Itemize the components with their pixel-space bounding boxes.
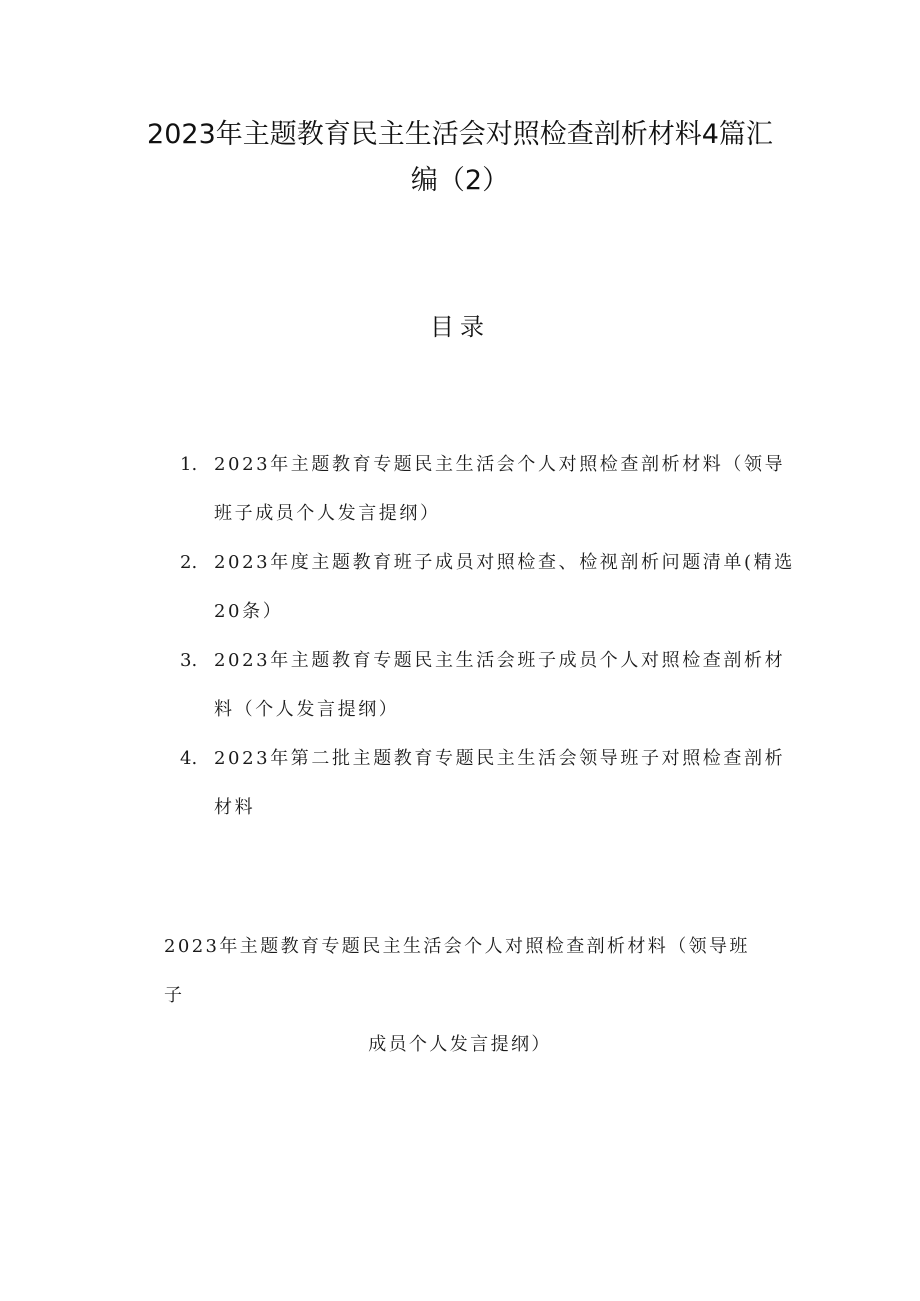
toc-item-number: 4.: [180, 748, 198, 769]
toc-item-text: 2023年度主题教育班子成员对照检查、检视剖析问题清单(精选20条）: [214, 552, 795, 622]
toc-item-3[interactable]: [180, 636, 795, 734]
toc-item-4[interactable]: [180, 734, 795, 832]
section-title-line-2: 成员个人发言提纲）: [368, 1034, 552, 1055]
toc-item-text: 2023年第二批主题教育专题民主生活会领导班子对照检查剖析材料: [214, 748, 786, 818]
toc-item-text: 2023年主题教育专题民主生活会班子成员个人对照检查剖析材料（个人发言提纲）: [214, 650, 786, 720]
section-title: [150, 922, 770, 1069]
document-title-line-2: 编（2）: [410, 165, 510, 196]
section-title-line-1: 2023年主题教育专题民主生活会个人对照检查剖析材料（领导班子: [164, 936, 750, 1006]
table-of-contents: [180, 440, 795, 832]
toc-item-1[interactable]: [180, 440, 795, 538]
toc-item-number: 2.: [180, 552, 198, 573]
toc-item-number: 3.: [180, 650, 198, 671]
document-title: [130, 112, 790, 204]
document-title-line-1: 2023年主题教育民主生活会对照检查剖析材料4篇汇: [147, 119, 773, 150]
toc-heading: 目录: [430, 313, 490, 341]
toc-item-2[interactable]: [180, 538, 795, 636]
toc-item-number: 1.: [180, 454, 198, 475]
toc-item-text: 2023年主题教育专题民主生活会个人对照检查剖析材料（领导班子成员个人发言提纲）: [214, 454, 786, 524]
